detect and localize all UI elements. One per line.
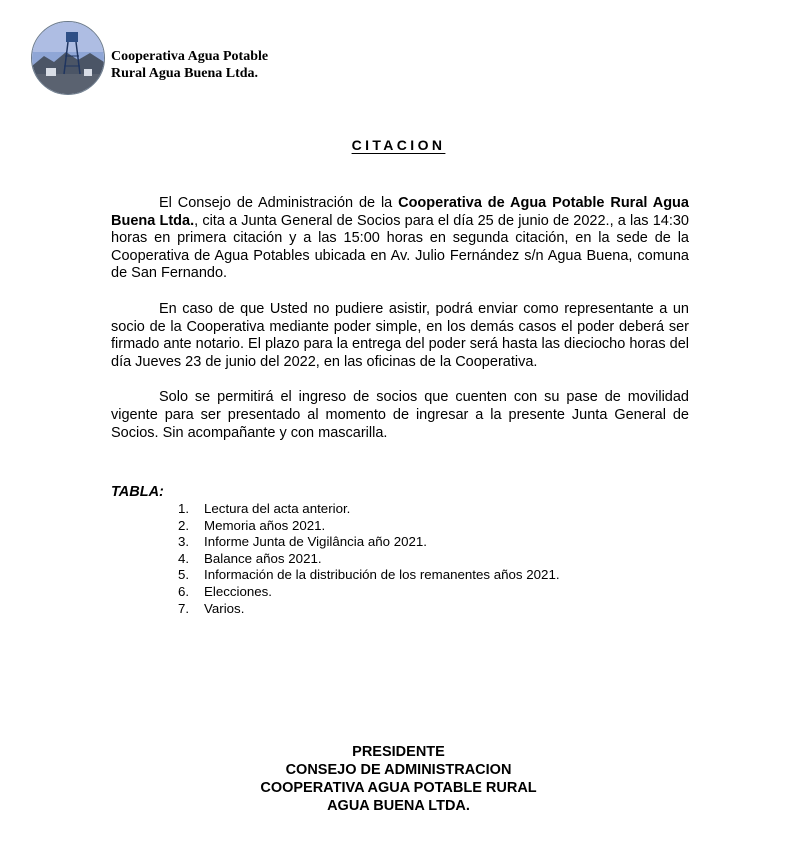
document-title: CITACION <box>351 137 446 153</box>
signature-line-1: PRESIDENTE <box>352 744 445 760</box>
signature-line-2: CONSEJO DE ADMINISTRACION <box>285 762 512 778</box>
paragraph-convocation: El Consejo de Administración de la Cooperativa de Agua Potable Rural Agua Buena Ltda., cita a Junta General de Socios para el día 25 de junio de 2022., a las 14:30 horas en primera citación y a las 15:00 horas en segunda citación, en la sede de la Cooperativa de Agua Potables ubicada en Av. Julio Fernández s/n Agua Buena, comuna de San Fernando. <box>111 195 689 282</box>
agenda-item: 5. Información de la distribución de los remanentes años 2021. <box>178 567 560 583</box>
agenda-item: 6. Elecciones. <box>178 583 272 599</box>
agenda-item: 7. Varios. <box>178 600 245 616</box>
org-name-line-1: Cooperativa Agua Potable <box>111 49 269 64</box>
agenda-list <box>178 501 560 617</box>
signature-line-3: COOPERATIVA AGUA POTABLE RURAL <box>260 780 537 796</box>
water-tower-logo-icon <box>32 22 104 94</box>
org-name-line-2: Rural Agua Buena Ltda. <box>111 66 259 81</box>
agenda-item: 1. Lectura del acta anterior. <box>178 501 351 516</box>
cooperative-logo <box>31 21 105 95</box>
agenda-heading: TABLA: <box>111 484 164 500</box>
signature-line-4: AGUA BUENA LTDA. <box>327 798 470 814</box>
paragraph-proxy: En caso de que Usted no pudiere asistir, podrá enviar como representante a un socio de la Cooperativa mediante poder simple, en los demás casos el poder deberá ser firmado ante notario. El plazo para la entrega del poder será hasta las dieciocho horas del día Jueves 23 de junio del 2022, en las oficinas de la Cooperativa. <box>111 300 689 370</box>
agenda-item: 4. Balance años 2021. <box>178 550 322 566</box>
cooperative-name-bold: Cooperativa de Agua Potable Rural Agua Buena Ltda. <box>111 195 689 229</box>
citation-body <box>111 195 689 460</box>
signature-block <box>0 743 797 815</box>
organization-name <box>111 48 268 82</box>
paragraph-admission: Solo se permitirá el ingreso de socios que cuenten con su pase de movilidad vigente para ser presentado al momento de ingresar a la presente Junta General de Socios. Sin acompañante y con mascarilla. <box>111 389 689 441</box>
agenda-item: 3. Informe Junta de Vigilância año 2021. <box>178 534 428 550</box>
agenda-item: 2. Memoria años 2021. <box>178 517 326 533</box>
